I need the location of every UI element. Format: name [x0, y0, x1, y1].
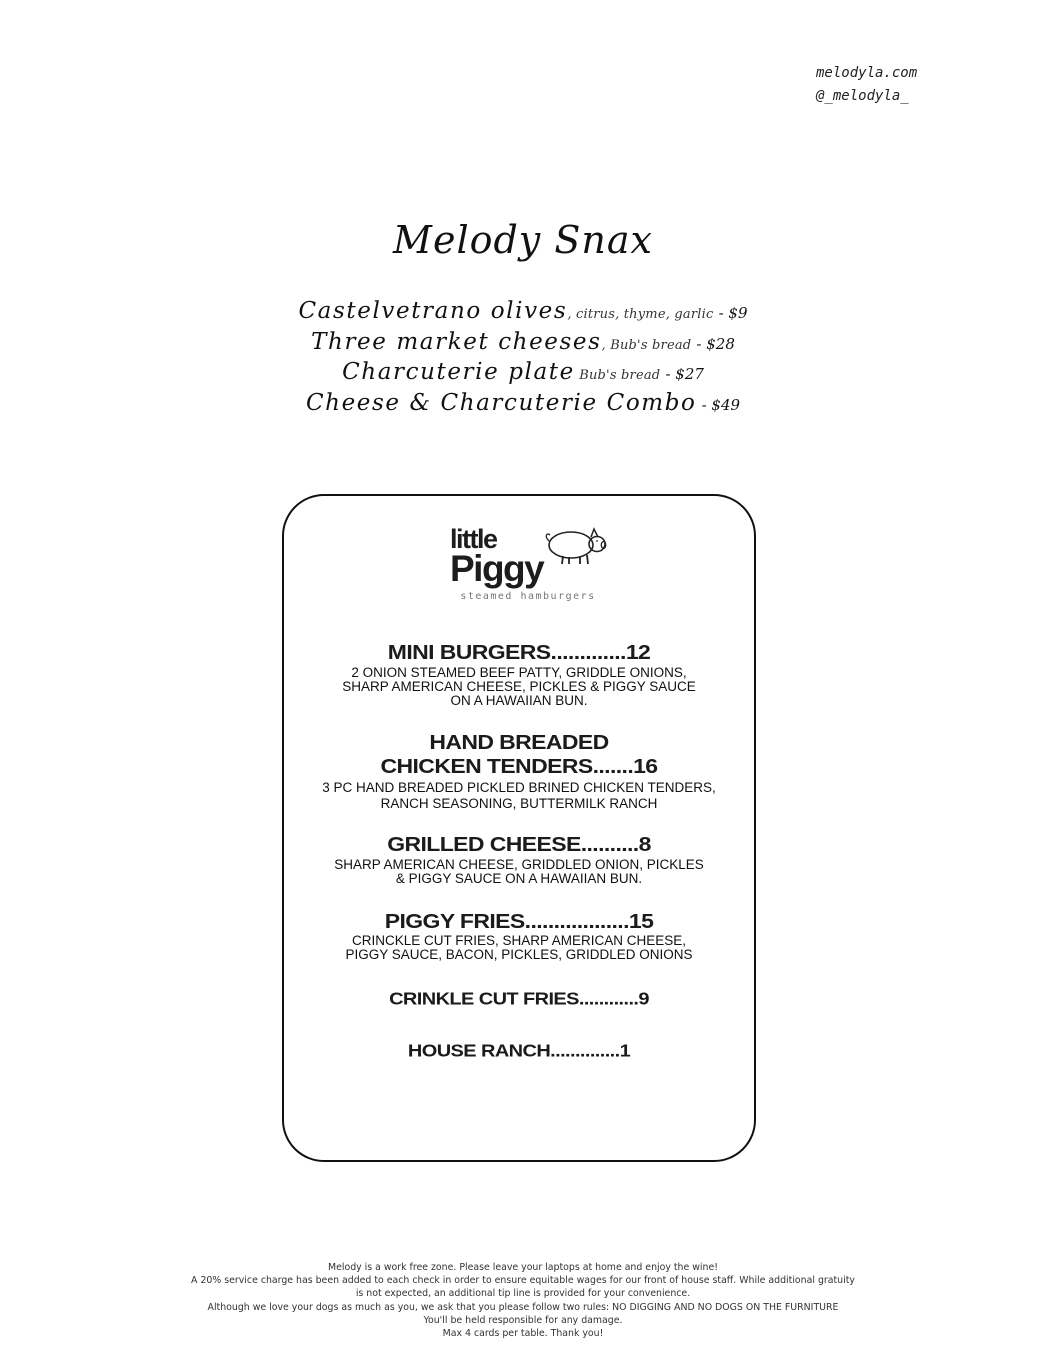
snax-item — [0, 327, 1046, 358]
menu-item-heading: PIGGY FRIES..................15 — [384, 909, 654, 933]
logo-word-little: little — [450, 524, 497, 554]
menu-item-desc — [284, 858, 754, 886]
menu-item-desc — [284, 666, 754, 708]
menu-item — [284, 832, 754, 886]
snax-item-price: - $49 — [701, 395, 741, 414]
footer-line: You'll be held responsible for any damage. — [423, 1314, 623, 1326]
pig-icon — [541, 520, 607, 566]
desc-line: RANCH SEASONING, BUTTERMILK RANCH — [380, 796, 658, 811]
snax-item-price: - $28 — [696, 334, 735, 353]
menu-item — [284, 987, 754, 1011]
little-piggy-logo — [448, 520, 610, 606]
contact-info — [816, 62, 917, 108]
snax-item-name: Three market cheeses — [311, 328, 602, 355]
footer-line: Melody is a work free zone. Please leave your laptops at home and enjoy the wine! — [328, 1262, 718, 1273]
snax-item-desc: , Bub's bread — [601, 337, 692, 353]
social-handle[interactable]: @_melodyla_ — [816, 88, 909, 104]
menu-item-heading: MINI BURGERS.............12 — [387, 640, 651, 664]
desc-line: SHARP AMERICAN CHEESE, GRIDDLED ONION, PICKLES — [334, 857, 704, 872]
footer-line: A 20% service charge has been added to each check in order to ensure equitable wages for our front of house staff. While additional gratuity — [191, 1275, 855, 1287]
footer-line: Although we love your dogs as much as you, we ask that you please follow two rules: NO DIGGING AND NO DOGS ON THE FURNITURE — [207, 1301, 839, 1313]
footer-line: Max 4 cards per table. Thank you! — [442, 1328, 604, 1340]
desc-line: 2 ONION STEAMED BEEF PATTY, GRIDDLE ONIONS, — [351, 665, 687, 680]
snax-item-name: Castelvetrano olives — [298, 298, 568, 324]
menu-item — [284, 1039, 754, 1063]
snax-item-name: Charcuterie plate — [342, 359, 575, 385]
menu-item-heading: CRINKLE CUT FRIES............9 — [389, 989, 649, 1009]
footer-notes — [0, 1261, 1046, 1340]
desc-line: SHARP AMERICAN CHEESE, PICKLES & PIGGY SAUCE — [342, 679, 696, 694]
desc-line: 3 PC HAND BREADED PICKLED BRINED CHICKEN TENDERS, — [322, 780, 716, 795]
snax-item-price: - $27 — [665, 365, 704, 383]
snax-item — [0, 388, 1046, 419]
desc-line: ON A HAWAIIAN BUN. — [450, 693, 588, 708]
snax-item — [0, 296, 1046, 327]
menu-item-heading: CHICKEN TENDERS.......16 — [380, 754, 658, 778]
desc-line: PIGGY SAUCE, BACON, PICKLES, GRIDDLED ONIONS — [345, 947, 693, 962]
logo-word-piggy: Piggy — [450, 548, 544, 589]
snax-item-name: Cheese & Charcuterie Combo — [305, 389, 697, 416]
logo-tagline: steamed hamburgers — [460, 591, 596, 602]
menu-item — [284, 640, 754, 708]
website-link[interactable]: melodyla.com — [816, 65, 918, 81]
menu-item-desc — [284, 780, 754, 812]
menu-item — [284, 730, 754, 812]
snax-item — [0, 357, 1046, 388]
snax-item-desc: Bub's bread — [574, 368, 661, 383]
desc-line: & PIGGY SAUCE ON A HAWAIIAN BUN. — [395, 871, 643, 886]
menu-item-heading: HAND BREADED — [429, 730, 609, 754]
footer-line: is not expected, an additional tip line is provided for your convenience. — [355, 1288, 691, 1300]
menu-item-desc — [284, 934, 754, 962]
menu-item-heading: GRILLED CHEESE..........8 — [387, 832, 651, 856]
menu-item — [284, 909, 754, 962]
snax-list — [0, 296, 1046, 418]
snax-item-price: - $9 — [718, 304, 748, 322]
snax-title: Melody Snax — [393, 218, 653, 262]
snax-item-desc: , citrus, thyme, garlic — [567, 307, 714, 322]
desc-line: CRINCKLE CUT FRIES, SHARP AMERICAN CHEESE, — [351, 933, 687, 948]
menu-item-heading: HOUSE RANCH..............1 — [407, 1041, 631, 1061]
